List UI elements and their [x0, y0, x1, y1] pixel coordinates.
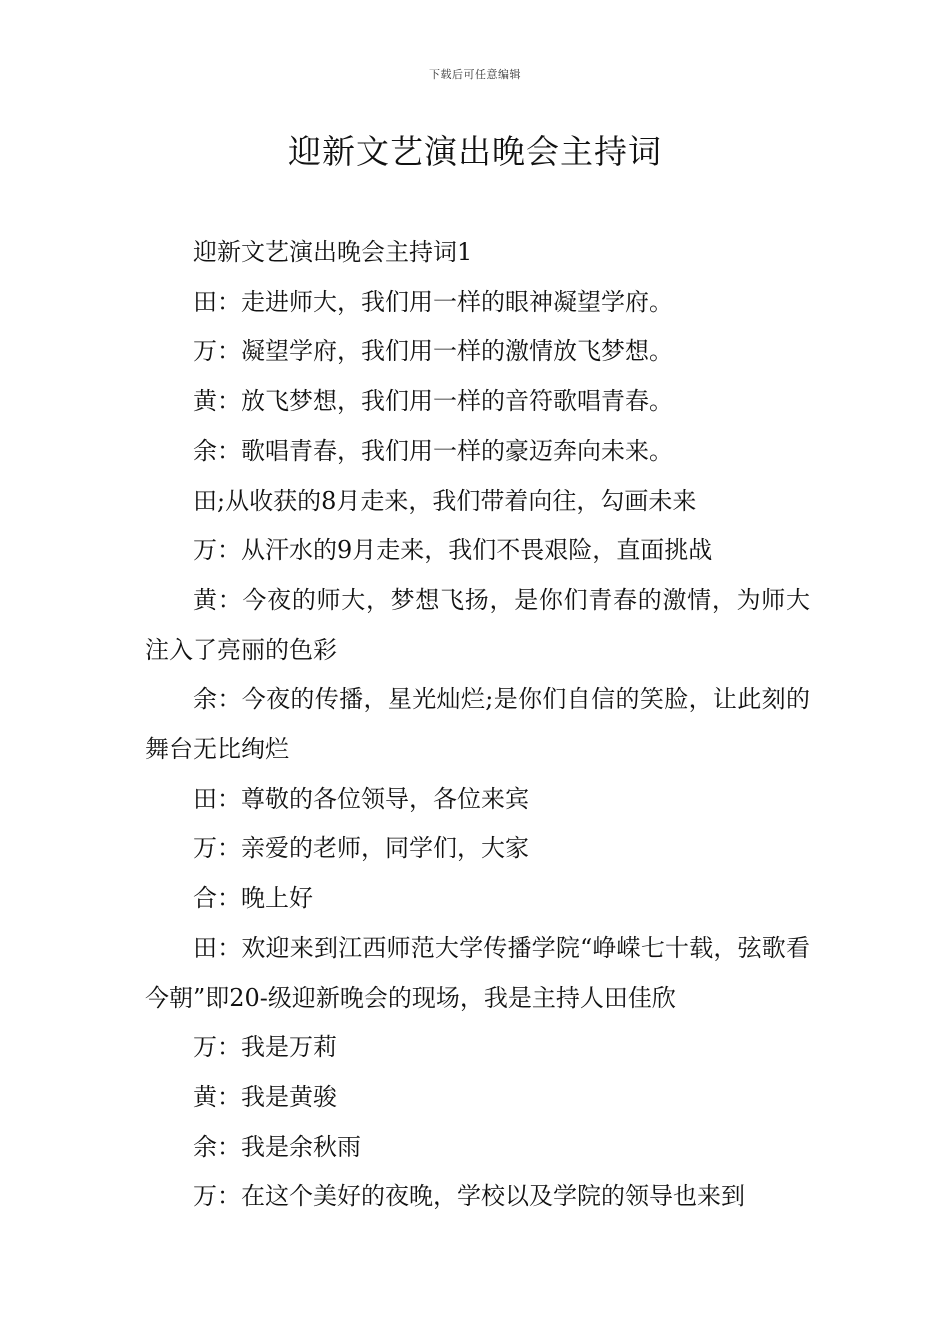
paragraph: 万：我是万莉: [193, 1033, 337, 1062]
paragraph: 黄：今夜的师大，梦想飞扬，是你们青春的激情，为师大注入了亮丽的色彩: [145, 585, 810, 664]
paragraph: 万：从汗水的9月走来，我们不畏艰险，直面挑战: [193, 536, 713, 565]
document-body: [145, 228, 810, 1222]
paragraph: 田：走进师大，我们用一样的眼神凝望学府。: [193, 287, 673, 316]
header-note: 下载后可任意编辑: [429, 68, 521, 81]
paragraph: 黄：放飞梦想，我们用一样的音符歌唱青春。: [193, 387, 673, 416]
paragraph: 田;从收获的8月走来，我们带着向往，勾画未来: [193, 486, 697, 515]
paragraph-heading: 迎新文艺演出晚会主持词1: [193, 238, 473, 266]
paragraph: 田：欢迎来到江西师范大学传播学院“峥嵘七十载，弦歌看今朝”即20-级迎新晚会的现场，我是主持人田佳欣: [145, 933, 810, 1012]
paragraph: 万：凝望学府，我们用一样的激情放飞梦想。: [193, 337, 673, 366]
paragraph: 余：今夜的传播，星光灿烂;是你们自信的笑脸，让此刻的舞台无比绚烂: [145, 685, 810, 764]
paragraph: 万：亲爱的老师，同学们，大家: [193, 834, 529, 863]
paragraph: 田：尊敬的各位领导，各位来宾: [193, 784, 529, 813]
paragraph: 余：歌唱青春，我们用一样的豪迈奔向未来。: [193, 436, 673, 465]
paragraph: 余：我是余秋雨: [193, 1132, 361, 1161]
paragraph: 黄：我是黄骏: [193, 1082, 337, 1111]
document-title: 迎新文艺演出晚会主持词: [288, 132, 662, 171]
paragraph: 合：晚上好: [193, 884, 313, 913]
paragraph: 万：在这个美好的夜晚，学校以及学院的领导也来到: [193, 1182, 745, 1211]
